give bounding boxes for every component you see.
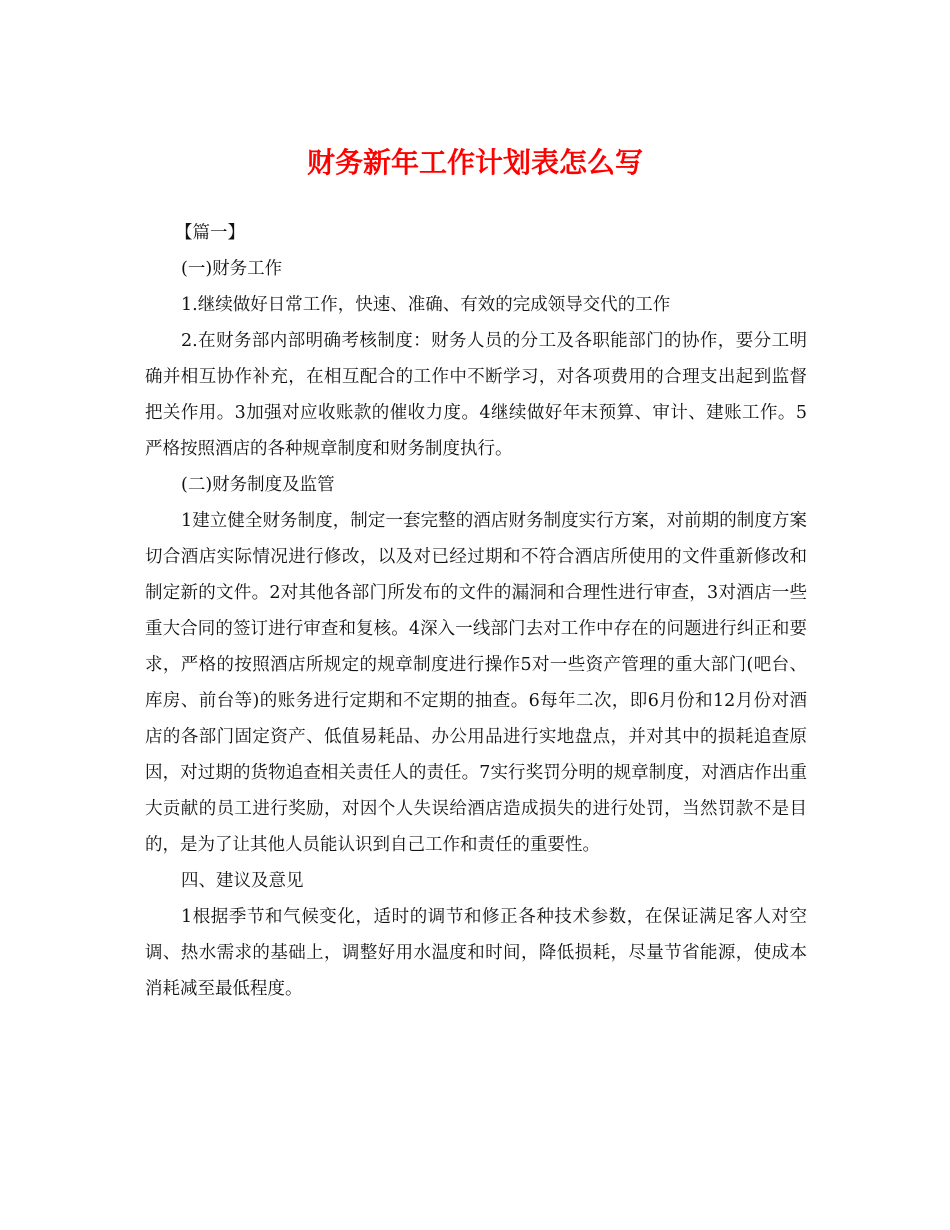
document-body (145, 215, 807, 1007)
section-label: 【篇一】 (175, 223, 245, 243)
paragraph-item-2: 2.在财务部内部明确考核制度：财务人员的分工及各职能部门的协作，要分工明确并相互协作补充，在相互配合的工作中不断学习，对各项费用的合理支出起到监督把关作用。3加强对应收账款的催收力度。4继续做好年末预算、审计、建账工作。5严格按照酒店的各种规章制度和财务制度执行。 (145, 331, 807, 459)
paragraph-item-1: 1.继续做好日常工作，快速、准确、有效的完成领导交代的工作 (181, 295, 671, 315)
subsection-heading-suggestions: 四、建议及意见 (181, 871, 304, 891)
paragraph-finance-system: 1建立健全财务制度，制定一套完整的酒店财务制度实行方案，对前期的制度方案切合酒店实际情况进行修改，以及对已经过期和不符合酒店所使用的文件重新修改和制定新的文件。2对其他各部门所发布的文件的漏洞和合理性进行审查，3对酒店一些重大合同的签订进行审查和复核。4深入一线部门去对工作中存在的问题进行纠正和要求，严格的按照酒店所规定的规章制度进行操作5对一些资产管理的重大部门(吧台、库房、前台等)的账务进行定期和不定期的抽查。6每年二次，即6月份和12月份对酒店的各部门固定资产、低值易耗品、办公用品进行实地盘点，并对其中的损耗追查原因，对过期的货物追查相关责任人的责任。7实行奖罚分明的规章制度，对酒店作出重大贡献的员工进行奖励，对因个人失误给酒店造成损失的进行处罚，当然罚款不是目的，是为了让其他人员能认识到自己工作和责任的重要性。 (145, 511, 807, 855)
subsection-heading-finance-work: (一)财务工作 (181, 259, 283, 279)
subsection-heading-finance-system: (二)财务制度及监管 (181, 475, 335, 495)
document-title: 财务新年工作计划表怎么写 (306, 146, 643, 179)
paragraph-suggestions: 1根据季节和气候变化，适时的调节和修正各种技术参数，在保证满足客人对空调、热水需求的基础上，调整好用水温度和时间，降低损耗，尽量节省能源，使成本消耗减至最低程度。 (145, 907, 807, 999)
